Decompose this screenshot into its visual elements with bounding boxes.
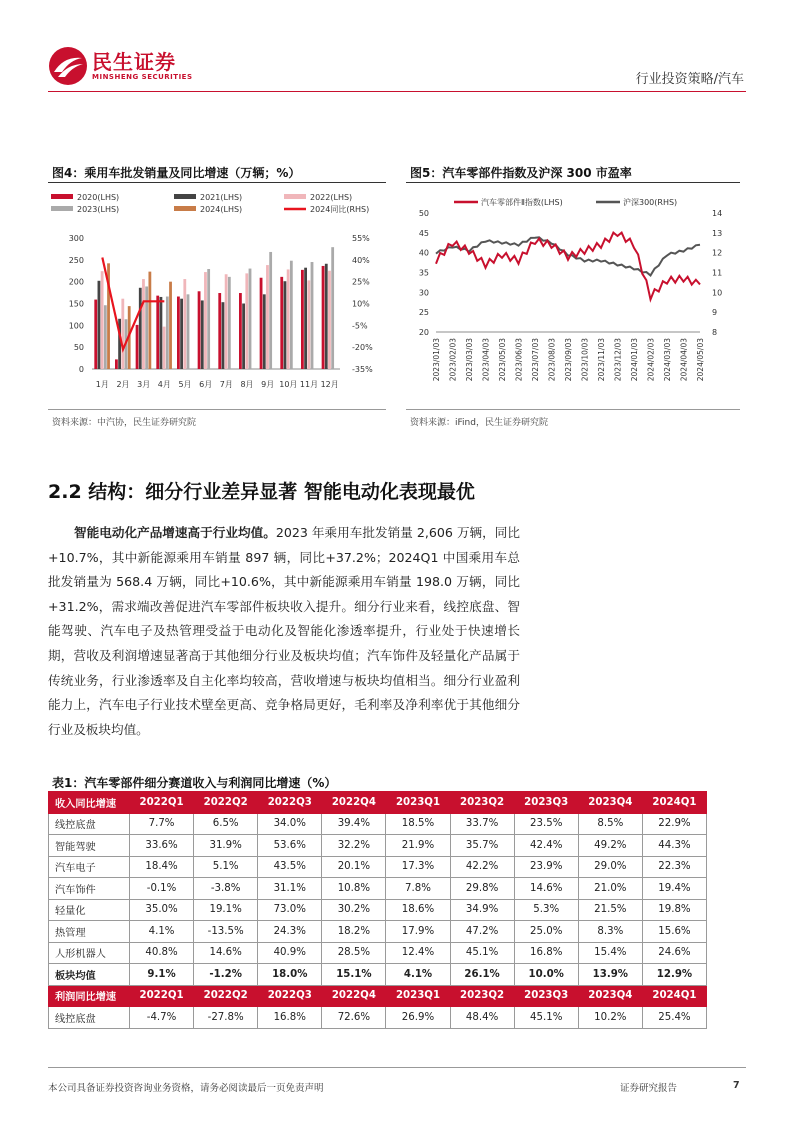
x-tick-label: 12月	[320, 380, 339, 389]
x-tick-label: 10月	[279, 380, 298, 389]
table-cell: 21.0%	[578, 878, 642, 900]
figure5-top-rule	[406, 182, 740, 183]
table-cell: 2023Q4	[578, 792, 642, 814]
legend-swatch-2020(LHS)	[51, 194, 73, 199]
table-cell: 18.6%	[386, 899, 450, 921]
table-cell: 2022Q2	[194, 985, 258, 1007]
y2-tick-label: 13	[712, 228, 723, 238]
bar-2022(LHS)-9月	[266, 265, 269, 369]
bar-2020(LHS)-9月	[260, 278, 263, 369]
bar-2021(LHS)-1月	[98, 281, 101, 369]
figure4-bottom-rule	[48, 409, 386, 410]
table-cell: 4.1%	[130, 921, 194, 943]
bar-2021(LHS)-3月	[139, 288, 142, 369]
y2-tick-label: 14	[712, 209, 723, 218]
table-cell: 24.3%	[258, 921, 322, 943]
table-header-row	[49, 792, 707, 814]
x-tick-label: 2月	[116, 380, 130, 389]
section-paragraph	[48, 521, 520, 742]
row-label: 板块均值	[49, 964, 130, 986]
y2-tick-label: -20%	[352, 343, 373, 353]
x-tick-label: 2023/03/03	[465, 338, 474, 382]
table-cell: 12.9%	[642, 964, 706, 986]
bar-2023(LHS)-8月	[249, 269, 252, 369]
table-cell: 49.2%	[578, 835, 642, 857]
y2-tick-label: 12	[712, 248, 723, 258]
y-tick-label: 40	[418, 248, 429, 258]
bar-2020(LHS)-7月	[218, 293, 221, 369]
table1-title: 表1：汽车零部件细分赛道收入与利润同比增速（%）	[52, 776, 337, 790]
bar-2021(LHS)-12月	[325, 264, 328, 369]
table-cell: -4.7%	[130, 1007, 194, 1029]
y-tick-label: 150	[68, 299, 84, 309]
yoy-line	[102, 258, 164, 350]
table-row	[49, 921, 707, 943]
y-tick-label: 250	[68, 255, 84, 265]
legend-label-2023(LHS): 2023(LHS)	[77, 205, 120, 214]
table-cell: 2022Q4	[322, 792, 386, 814]
table-cell: 2022Q4	[322, 985, 386, 1007]
x-tick-label: 8月	[240, 380, 254, 389]
y-tick-label: 25	[418, 308, 429, 318]
row-label: 人形机器人	[49, 942, 130, 964]
x-tick-label: 1月	[95, 380, 109, 389]
table-cell: 47.2%	[450, 921, 514, 943]
table-cell: 32.2%	[322, 835, 386, 857]
table-cell: 4.1%	[386, 964, 450, 986]
table-cell: 13.9%	[578, 964, 642, 986]
y-tick-label: 300	[68, 234, 84, 243]
table-cell: -27.8%	[194, 1007, 258, 1029]
table-cell: 7.7%	[130, 813, 194, 835]
bar-2020(LHS)-8月	[239, 293, 242, 369]
table-cell: 19.1%	[194, 899, 258, 921]
bar-2022(LHS)-7月	[225, 274, 228, 369]
bar-2020(LHS)-2月	[115, 359, 118, 369]
row-label: 汽车饰件	[49, 878, 130, 900]
x-tick-label: 2023/02/03	[448, 338, 458, 382]
bar-2020(LHS)-4月	[156, 296, 159, 369]
row-label: 线控底盘	[49, 813, 130, 835]
table-row	[49, 899, 707, 921]
y-tick-label: 0	[78, 365, 84, 374]
x-tick-label: 2023/07/03	[531, 338, 540, 382]
bar-2022(LHS)-10月	[287, 269, 290, 369]
table-cell: 8.5%	[578, 813, 642, 835]
bar-2022(LHS)-11月	[307, 280, 310, 369]
figure5-chart	[406, 188, 742, 403]
table-cell: 44.3%	[642, 835, 706, 857]
bar-2022(LHS)-2月	[121, 299, 124, 369]
legend-label-2020(LHS): 2020(LHS)	[77, 193, 120, 202]
bar-2020(LHS)-10月	[280, 277, 283, 369]
table-cell: 10.8%	[322, 878, 386, 900]
bar-2022(LHS)-6月	[204, 272, 207, 369]
x-tick-label: 2023/06/03	[514, 338, 524, 382]
table-cell: 2024Q1	[642, 985, 706, 1007]
bar-2022(LHS)-12月	[328, 271, 331, 369]
x-tick-label: 2023/11/03	[597, 338, 606, 382]
x-tick-label: 2023/12/03	[613, 338, 623, 382]
table-cell: 40.8%	[130, 942, 194, 964]
table-cell: 26.1%	[450, 964, 514, 986]
table-cell: 21.5%	[578, 899, 642, 921]
table-cell: 42.4%	[514, 835, 578, 857]
logo-english-name: MINSHENG SECURITIES	[92, 73, 193, 81]
x-tick-label: 2023/09/03	[564, 338, 573, 382]
row-label: 智能驾驶	[49, 835, 130, 857]
table-cell: 12.4%	[386, 942, 450, 964]
table-cell: 24.6%	[642, 942, 706, 964]
y-tick-label: 200	[68, 277, 84, 287]
table-cell: 18.4%	[130, 856, 194, 878]
table-cell: 35.0%	[130, 899, 194, 921]
table-cell: 2023Q2	[450, 792, 514, 814]
table-cell: -0.1%	[130, 878, 194, 900]
table-cell: 34.9%	[450, 899, 514, 921]
table-cell: 2022Q3	[258, 985, 322, 1007]
table-cell: 8.3%	[578, 921, 642, 943]
section-title: 2.2 结构：细分行业差异显著 智能电动化表现最优	[48, 481, 475, 503]
x-tick-label: 2023/04/03	[481, 338, 491, 382]
y-tick-label: 50	[73, 343, 84, 353]
bar-2023(LHS)-10月	[290, 261, 293, 369]
y2-tick-label: 10%	[352, 299, 370, 309]
x-tick-label: 2024/04/03	[679, 338, 689, 382]
table1	[48, 791, 707, 1029]
report-category: 行业投资策略/汽车	[635, 72, 744, 87]
table-cell: 30.2%	[322, 899, 386, 921]
x-tick-label: 2024/03/03	[663, 338, 672, 382]
table-cell: 31.1%	[258, 878, 322, 900]
table-cell: 17.3%	[386, 856, 450, 878]
bar-2023(LHS)-9月	[269, 252, 272, 369]
table-cell: 2023Q2	[450, 985, 514, 1007]
table-cell: -1.2%	[194, 964, 258, 986]
table-cell: 33.7%	[450, 813, 514, 835]
logo-name: 民生证券	[92, 50, 176, 74]
table-cell: 2023Q4	[578, 985, 642, 1007]
table-row	[49, 878, 707, 900]
legend-label-2024(LHS): 2024(LHS)	[200, 205, 243, 214]
x-tick-label: 4月	[157, 380, 171, 389]
table-cell: 33.6%	[130, 835, 194, 857]
y2-tick-label: 10	[712, 288, 723, 298]
x-tick-label: 5月	[178, 380, 192, 389]
table-cell: 40.9%	[258, 942, 322, 964]
y-tick-label: 30	[418, 288, 429, 298]
figure4-chart	[48, 188, 388, 400]
table-cell: 2023Q3	[514, 985, 578, 1007]
table-cell: 14.6%	[514, 878, 578, 900]
table-cell: 73.0%	[258, 899, 322, 921]
table-row	[49, 1007, 707, 1029]
x-tick-label: 11月	[299, 380, 319, 389]
x-tick-label: 2024/01/03	[630, 338, 639, 382]
y2-tick-label: 25%	[352, 277, 370, 287]
legend-swatch-2022(LHS)	[284, 194, 306, 199]
y-tick-label: 50	[418, 209, 429, 218]
bar-2022(LHS)-8月	[245, 273, 248, 369]
bar-2021(LHS)-11月	[304, 268, 307, 369]
logo	[48, 46, 88, 86]
x-tick-label: 2024/05/03	[696, 338, 705, 382]
bar-2022(LHS)-5月	[183, 279, 186, 369]
legend-label-hs300: 沪深300(RHS)	[623, 198, 678, 207]
bar-2024(LHS)-4月	[169, 282, 172, 369]
bar-2020(LHS)-6月	[198, 291, 201, 369]
legend-label-parts-index: 汽车零部件Ⅱ指数(LHS)	[481, 198, 563, 207]
table-cell: 2023Q3	[514, 792, 578, 814]
logo-mark-icon	[48, 46, 88, 86]
figure5-source: 资料来源：iFind，民生证券研究院	[410, 418, 548, 428]
table-cell: -3.8%	[194, 878, 258, 900]
y2-tick-label: -5%	[352, 321, 368, 331]
table-cell: 20.1%	[322, 856, 386, 878]
table-cell: 29.8%	[450, 878, 514, 900]
y2-tick-label: 11	[712, 268, 723, 278]
x-tick-label: 2023/05/03	[498, 338, 507, 382]
y-tick-label: 35	[418, 268, 429, 278]
legend-swatch-2024(LHS)	[174, 206, 196, 211]
table-row	[49, 942, 707, 964]
parts-index-line	[436, 233, 700, 300]
row-label: 利润同比增速	[49, 985, 130, 1007]
table-cell: 35.7%	[450, 835, 514, 857]
table-cell: 2022Q3	[258, 792, 322, 814]
figure4-source: 资料来源：中汽协，民生证券研究院	[52, 418, 197, 428]
table-cell: 15.1%	[322, 964, 386, 986]
table-cell: 39.4%	[322, 813, 386, 835]
legend-label-yoy: 2024同比(RHS)	[310, 205, 370, 214]
row-label: 收入同比增速	[49, 792, 130, 814]
x-tick-label: 2023/01/03	[432, 338, 441, 382]
bar-2020(LHS)-1月	[94, 300, 97, 369]
table-cell: 2022Q1	[130, 985, 194, 1007]
table-cell: 10.0%	[514, 964, 578, 986]
table-cell: -13.5%	[194, 921, 258, 943]
footer-page-number: 7	[733, 1080, 740, 1091]
bar-2023(LHS)-5月	[187, 294, 190, 369]
bar-2020(LHS)-3月	[136, 325, 139, 369]
x-tick-label: 2023/10/03	[580, 338, 590, 382]
table-cell: 25.4%	[642, 1007, 706, 1029]
table-cell: 5.3%	[514, 899, 578, 921]
bar-2021(LHS)-8月	[242, 304, 245, 370]
table-row	[49, 813, 707, 835]
table-row	[49, 856, 707, 878]
table-cell: 10.2%	[578, 1007, 642, 1029]
table-cell: 15.6%	[642, 921, 706, 943]
table-cell: 45.1%	[514, 1007, 578, 1029]
y2-tick-label: 8	[712, 328, 718, 337]
bar-2023(LHS)-4月	[166, 297, 169, 369]
table-cell: 26.9%	[386, 1007, 450, 1029]
table-cell: 15.4%	[578, 942, 642, 964]
x-tick-label: 3月	[137, 380, 151, 389]
table-cell: 18.2%	[322, 921, 386, 943]
table-cell: 45.1%	[450, 942, 514, 964]
bar-2023(LHS)-12月	[331, 247, 334, 369]
bar-2021(LHS)-5月	[180, 299, 183, 369]
legend-label-2021(LHS): 2021(LHS)	[200, 193, 243, 202]
table-cell: 18.0%	[258, 964, 322, 986]
bar-2023(LHS)-11月	[311, 262, 314, 369]
bar-2022(LHS)-3月	[142, 279, 145, 369]
table-cell: 16.8%	[258, 1007, 322, 1029]
table-cell: 29.0%	[578, 856, 642, 878]
table-row	[49, 835, 707, 857]
y2-tick-label: 9	[712, 308, 718, 318]
table-cell: 28.5%	[322, 942, 386, 964]
table-cell: 23.5%	[514, 813, 578, 835]
x-tick-label: 9月	[261, 380, 275, 389]
figure4-top-rule	[48, 182, 386, 183]
table-cell: 19.4%	[642, 878, 706, 900]
table-cell: 42.2%	[450, 856, 514, 878]
table-cell: 14.6%	[194, 942, 258, 964]
table-cell: 6.5%	[194, 813, 258, 835]
bar-2021(LHS)-6月	[201, 300, 204, 369]
row-label: 汽车电子	[49, 856, 130, 878]
table-cell: 43.5%	[258, 856, 322, 878]
table-cell: 22.3%	[642, 856, 706, 878]
y-tick-label: 45	[418, 228, 429, 238]
table-cell: 22.9%	[642, 813, 706, 835]
table-header-row-profit	[49, 985, 707, 1007]
header-divider	[48, 91, 746, 92]
x-tick-label: 2023/08/03	[547, 338, 557, 382]
table-cell: 31.9%	[194, 835, 258, 857]
table-cell: 25.0%	[514, 921, 578, 943]
bar-2021(LHS)-9月	[263, 294, 266, 369]
table-cell: 53.6%	[258, 835, 322, 857]
x-tick-label: 2024/02/03	[646, 338, 656, 382]
row-label: 线控底盘	[49, 1007, 130, 1029]
table-cell: 7.8%	[386, 878, 450, 900]
bar-2023(LHS)-6月	[207, 269, 210, 369]
bar-2021(LHS)-4月	[160, 297, 163, 369]
table-cell: 2023Q1	[386, 792, 450, 814]
figure5-title: 图5：汽车零部件指数及沪深 300 市盈率	[410, 166, 632, 180]
bar-2021(LHS)-7月	[222, 302, 225, 369]
table-average-row	[49, 964, 707, 986]
bar-2022(LHS)-1月	[101, 271, 104, 369]
y2-tick-label: 40%	[352, 255, 370, 265]
legend-swatch-2021(LHS)	[174, 194, 196, 199]
figure4-title: 图4：乘用车批发销量及同比增速（万辆；%）	[52, 166, 301, 180]
table-cell: 5.1%	[194, 856, 258, 878]
table-cell: 9.1%	[130, 964, 194, 986]
bar-2023(LHS)-3月	[145, 286, 148, 369]
bar-2020(LHS)-12月	[322, 266, 325, 369]
y2-tick-label: -35%	[352, 365, 373, 374]
table-cell: 2024Q1	[642, 792, 706, 814]
table-cell: 21.9%	[386, 835, 450, 857]
legend-label-2022(LHS): 2022(LHS)	[310, 193, 353, 202]
bar-2023(LHS)-1月	[104, 305, 107, 369]
bar-2022(LHS)-4月	[163, 327, 166, 369]
footer-disclaimer: 本公司具备证券投资咨询业务资格，请务必阅读最后一页免责声明	[48, 1083, 324, 1094]
table-cell: 16.8%	[514, 942, 578, 964]
y2-tick-label: 55%	[352, 234, 370, 243]
x-tick-label: 6月	[199, 380, 213, 389]
row-label: 轻量化	[49, 899, 130, 921]
y-tick-label: 20	[418, 328, 429, 337]
bar-2023(LHS)-7月	[228, 277, 231, 369]
table-cell: 34.0%	[258, 813, 322, 835]
table-cell: 2022Q1	[130, 792, 194, 814]
table-cell: 2022Q2	[194, 792, 258, 814]
paragraph-body: 2023 年乘用车批发销量 2,606 万辆，同比+10.7%，其中新能源乘用车销量 897 辆，同比+37.2%；2024Q1 中国乘用车总批发销量为 568.4 万辆，同比+10.6%，其中新能源乘用车销量 198.0 万辆，同比+31.2%，需求端改善促进汽车零部件板块收入提升。细分行业来看，线控底盘、智能驾驶、汽车电子及热管理受益于电动化及智能化渗透率提升，行业处于快速增长期，营收及利润增速显著高于其他细分行业及板块均值；汽车饰件及轻量化产品属于传统业务，行业渗透率及自主化率均较高，营收增速与板块均值相当。细分行业盈利能力上，汽车电子行业技术壁垒更高、竞争格局更好，毛利率及净利率优于其他细分行业及板块均值。	[48, 525, 520, 737]
bar-2021(LHS)-10月	[284, 281, 287, 369]
bar-2020(LHS)-5月	[177, 297, 180, 369]
table-cell: 23.9%	[514, 856, 578, 878]
legend-swatch-2023(LHS)	[51, 206, 73, 211]
footer-report-type: 证券研究报告	[620, 1083, 678, 1094]
table-cell: 17.9%	[386, 921, 450, 943]
y-tick-label: 100	[68, 321, 84, 331]
bar-2020(LHS)-11月	[301, 270, 304, 369]
bar-2024(LHS)-3月	[148, 272, 151, 369]
row-label: 热管理	[49, 921, 130, 943]
paragraph-lead: 智能电动化产品增速高于行业均值。	[74, 525, 276, 540]
table-cell: 2023Q1	[386, 985, 450, 1007]
table-cell: 48.4%	[450, 1007, 514, 1029]
footer-divider	[48, 1067, 746, 1068]
table-cell: 72.6%	[322, 1007, 386, 1029]
table-cell: 19.8%	[642, 899, 706, 921]
table-cell: 18.5%	[386, 813, 450, 835]
figure5-bottom-rule	[406, 409, 740, 410]
x-tick-label: 7月	[219, 380, 233, 389]
